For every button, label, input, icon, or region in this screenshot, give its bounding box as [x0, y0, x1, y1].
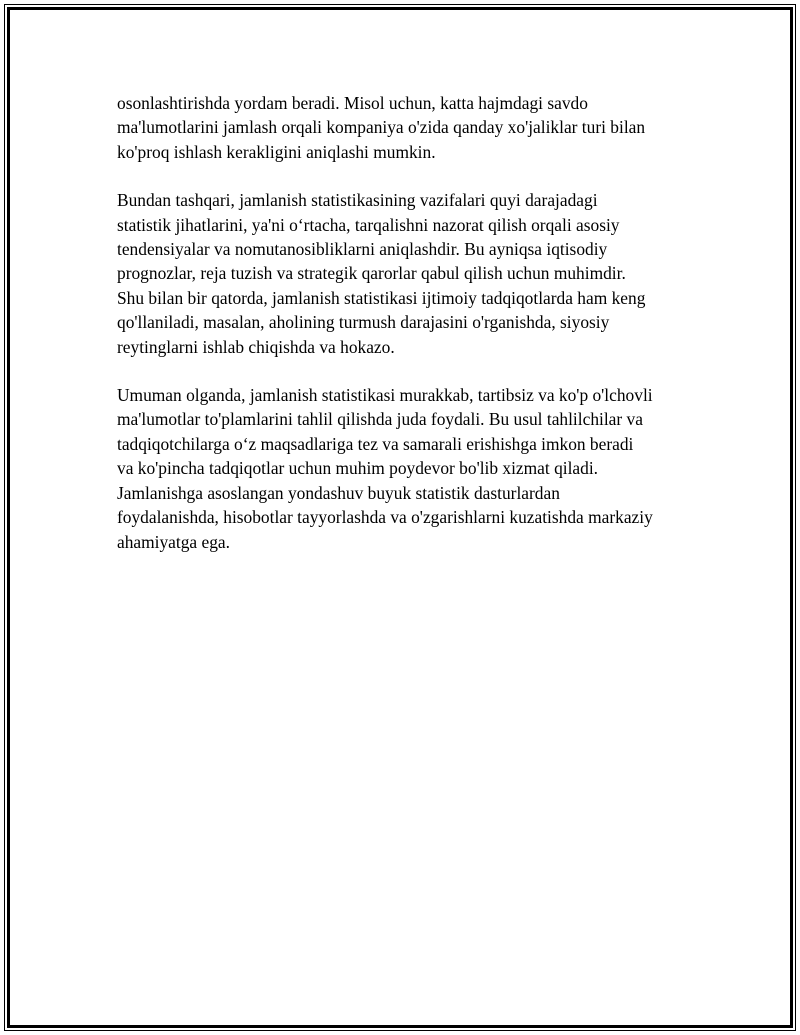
text-line: foydalanishda, hisobotlar tayyorlashda va o'zgarishlarni kuzatishda markaziy	[117, 507, 653, 528]
text-line: va ko'pincha tadqiqotlar uchun muhim poydevor bo'lib xizmat qiladi.	[117, 458, 599, 479]
text-line: Shu bilan bir qatorda, jamlanish statistikasi ijtimoiy tadqiqotlarda ham keng	[117, 287, 646, 308]
text-line: ahamiyatga ega.	[117, 531, 230, 552]
paragraph-3	[117, 383, 697, 554]
text-line: tendensiyalar va nomutanosibliklarni aniqlashdir. Bu ayniqsa iqtisodiy	[117, 239, 608, 260]
text-line: Jamlanishga asoslangan yondashuv buyuk statistik dasturlardan	[117, 482, 560, 503]
text-line: ko'proq ishlash kerakligini aniqlashi mumkin.	[117, 141, 436, 162]
text-line: statistik jihatlarini, ya'ni o‘rtacha, tarqalishni nazorat qilish orqali asosiy	[117, 214, 620, 235]
text-line: tadqiqotchilarga o‘z maqsadlariga tez va samarali erishishga imkon beradi	[117, 433, 634, 454]
document-body	[117, 91, 697, 578]
text-line: reytinglarni ishlab chiqishda va hokazo.	[117, 336, 395, 357]
paragraph-1	[117, 91, 697, 164]
text-line: Bundan tashqari, jamlanish statistikasining vazifalari quyi darajadagi	[117, 190, 598, 211]
text-line: ma'lumotlar to'plamlarini tahlil qilishda juda foydali. Bu usul tahlilchilar va	[117, 409, 643, 430]
text-line: osonlashtirishda yordam beradi. Misol uchun, katta hajmdagi savdo	[117, 93, 588, 113]
text-line: qo'llaniladi, masalan, aholining turmush darajasini o'rganishda, siyosiy	[117, 312, 610, 333]
text-line: ma'lumotlarini jamlash orqali kompaniya o'zida qanday xo'jaliklar turi bilan	[117, 117, 646, 138]
paragraph-2	[117, 188, 697, 359]
text-line: prognozlar, reja tuzish va strategik qarorlar qabul qilish uchun muhimdir.	[117, 263, 626, 284]
text-line: Umuman olganda, jamlanish statistikasi murakkab, tartibsiz va ko'p o'lchovli	[117, 385, 653, 406]
